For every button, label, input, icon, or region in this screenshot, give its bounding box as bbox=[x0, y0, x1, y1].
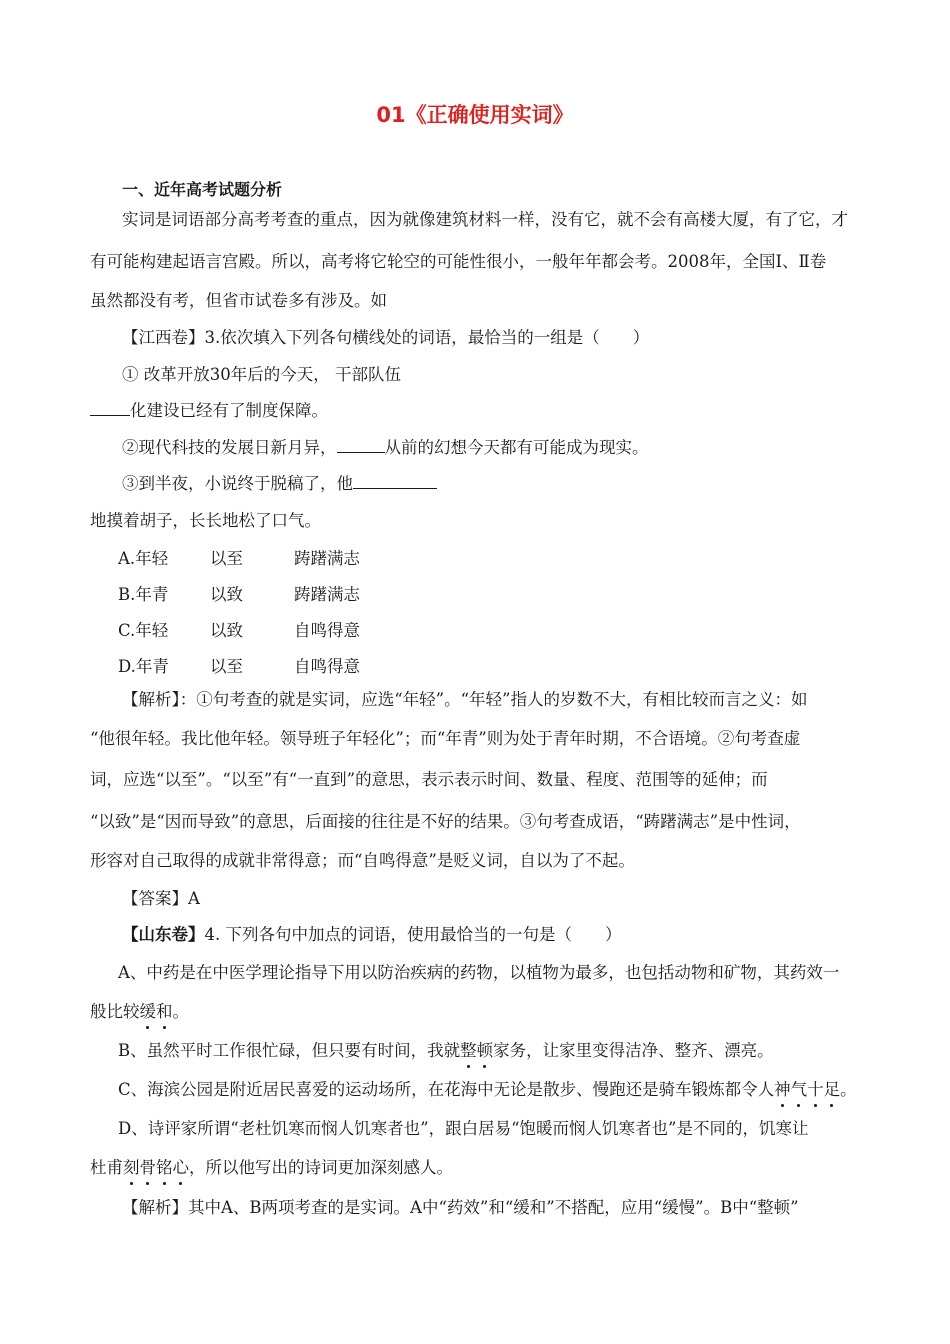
question-1-analysis-line-3: 词，应选“以至”。“以至”有“一直到”的意思，表示表示时间、数量、程度、范围等的延伸；而 bbox=[90, 770, 768, 789]
fill-blank bbox=[353, 473, 437, 489]
choice-c-end: 。 bbox=[840, 1080, 857, 1099]
question-2-analysis: 【解析】其中A、B两项考查的是实词。A中“药效”和“缓和”不搭配，应用“缓慢”。B中“整顿” bbox=[122, 1198, 799, 1217]
question-1-sentence-1b bbox=[90, 400, 328, 422]
choice-d-line-1: D、诗评家所谓“老杜饥寒而悯人饥寒者也”，跟白居易“饱暖而悯人饥寒者也”是不同的，饥寒让 bbox=[118, 1119, 809, 1138]
option-c-word-2: 以致 bbox=[210, 621, 243, 640]
option-a-word-1: A.年轻 bbox=[118, 549, 169, 568]
choice-c-text-pre: C、海滨公园是附近居民喜爱的运动场所，在花海中无论是散步、慢跑还是骑车锻炼都令人 bbox=[118, 1080, 775, 1099]
sentence-1b-text: 化建设已经有了制度保障。 bbox=[130, 401, 328, 420]
question-1-sentence-1a: ① 改革开放30年后的今天， 干部队伍 bbox=[122, 365, 401, 384]
intro-line-3: 虽然都没有考，但省市试卷多有涉及。如 bbox=[90, 291, 387, 310]
question-2-prompt bbox=[122, 924, 622, 946]
dotted-char: 心 bbox=[172, 1158, 189, 1177]
dotted-char: 气 bbox=[790, 1080, 808, 1099]
question-2-prompt-text: 4. 下列各句中加点的词语，使用最恰当的一句是（ ） bbox=[204, 925, 622, 944]
document-title: 01《正确使用实词》 bbox=[376, 103, 574, 127]
question-1-analysis-line-1: 【解析】：①句考查的就是实词，应选“年轻”。“年轻”指人的岁数不大，有相比较而言之义：如 bbox=[122, 690, 808, 709]
option-c-word-3: 自鸣得意 bbox=[294, 621, 360, 640]
sentence-3a-text: ③到半夜，小说终于脱稿了，他 bbox=[122, 474, 353, 493]
question-1-analysis-line-5: 形容对自己取得的成就非常得意；而“自鸣得意”是贬义词，自以为了不起。 bbox=[90, 851, 635, 870]
question-1-analysis-line-2: “他很年轻。我比他年轻。领导班子年轻化”；而“年青”则为处于青年时期，不合语境。②句考查虚 bbox=[90, 729, 801, 748]
option-b-word-2: 以致 bbox=[210, 585, 243, 604]
option-b-word-1: B.年青 bbox=[118, 585, 169, 604]
question-1-analysis-line-4: “以致”是“因而导致”的意思，后面接的往往是不好的结果。③句考查成语，“踌躇满志”是中性词， bbox=[90, 812, 801, 831]
intro-line-2: 有可能构建起语言宫殿。所以，高考将它轮空的可能性很小，一般年年都会考。2008年，全国Ⅰ、Ⅱ卷 bbox=[90, 252, 827, 271]
option-d bbox=[118, 653, 360, 677]
dotted-char: 铭 bbox=[156, 1158, 173, 1177]
option-b-word-3: 踌躇满志 bbox=[294, 585, 360, 604]
question-1-sentence-2 bbox=[122, 437, 649, 459]
dotted-char: 神 bbox=[774, 1080, 791, 1099]
choice-d-text-pre: 杜甫 bbox=[90, 1158, 123, 1177]
question-1-sentence-3b: 地摸着胡子，长长地松了口气。 bbox=[90, 511, 321, 530]
option-a-word-3: 踌躇满志 bbox=[294, 549, 360, 568]
sentence-2b-text: 从前的幻想今天都有可能成为现实。 bbox=[384, 438, 649, 457]
option-d-word-1: D.年青 bbox=[118, 657, 169, 676]
dotted-char: 缓 bbox=[139, 1002, 156, 1021]
dotted-char: 和 bbox=[156, 1002, 173, 1021]
dotted-char: 刻 bbox=[123, 1158, 140, 1177]
dotted-char: 顿 bbox=[476, 1041, 494, 1060]
question-1-answer: 【答案】A bbox=[122, 889, 200, 908]
choice-d-text-post: ，所以他写出的诗词更加深刻感人。 bbox=[189, 1158, 453, 1177]
dotted-char: 足 bbox=[823, 1080, 841, 1099]
question-1-prompt: 【江西卷】3.依次填入下列各句横线处的词语，最恰当的一组是（ ） bbox=[122, 328, 650, 347]
fill-blank bbox=[90, 400, 130, 416]
option-c bbox=[118, 617, 360, 641]
choice-c bbox=[118, 1079, 857, 1101]
choice-b-text-post: 家务，让家里变得洁净、整齐、漂亮。 bbox=[493, 1041, 774, 1060]
choice-d-line-2 bbox=[90, 1157, 453, 1179]
option-a-word-2: 以至 bbox=[210, 549, 243, 568]
choice-a-text: 般比较 bbox=[90, 1002, 140, 1021]
fill-blank bbox=[337, 437, 385, 453]
choice-b-text-pre: B、虽然平时工作很忙碌，但只要有时间，我就 bbox=[118, 1041, 461, 1060]
choice-a-line-1: A、中药是在中医学理论指导下用以防治疾病的药物，以植物为最多，也包括动物和矿物，其药效一 bbox=[118, 963, 840, 982]
choice-a-line-2 bbox=[90, 1001, 189, 1023]
choice-a-end: 。 bbox=[172, 1002, 189, 1021]
option-d-word-2: 以至 bbox=[210, 657, 243, 676]
option-a bbox=[118, 545, 360, 569]
choice-b bbox=[118, 1040, 774, 1062]
section-heading: 一、近年高考试题分析 bbox=[122, 180, 283, 199]
option-d-word-3: 自鸣得意 bbox=[294, 657, 360, 676]
option-c-word-1: C.年轻 bbox=[118, 621, 169, 640]
dotted-char: 十 bbox=[807, 1080, 824, 1099]
option-b bbox=[118, 581, 360, 605]
dotted-char: 骨 bbox=[139, 1158, 156, 1177]
sentence-2a-text: ②现代科技的发展日新月异， bbox=[122, 438, 337, 457]
dotted-char: 整 bbox=[460, 1041, 477, 1060]
question-1-sentence-3a bbox=[122, 473, 437, 495]
intro-line-1: 实词是词语部分高考考查的重点，因为就像建筑材料一样，没有它，就不会有高楼大厦，有了它，才 bbox=[122, 210, 848, 229]
question-2-source: 【山东卷】 bbox=[122, 925, 205, 944]
